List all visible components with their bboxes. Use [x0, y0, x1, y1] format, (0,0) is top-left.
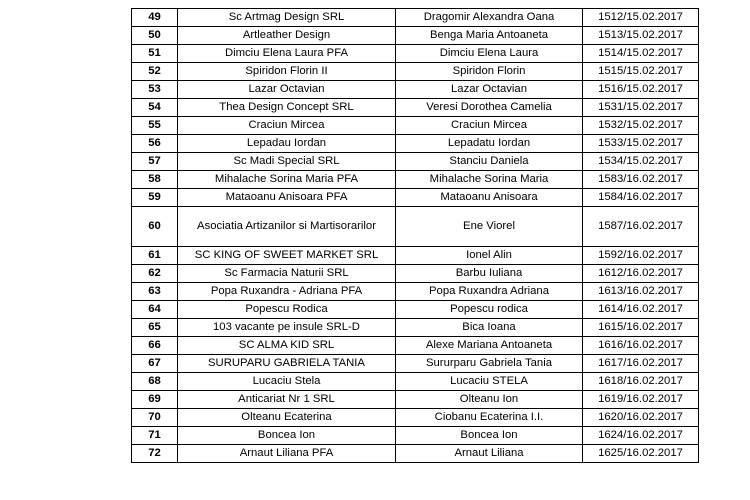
row-person: Bica Ioana: [396, 319, 583, 337]
row-person: Veresi Dorothea Camelia: [396, 99, 583, 117]
row-company: Sc Artmag Design SRL: [178, 9, 396, 27]
row-registration: 1587/16.02.2017: [583, 207, 699, 247]
row-company: Mataoanu Anisoara PFA: [178, 189, 396, 207]
table-row: [132, 45, 699, 63]
row-person: Benga Maria Antoaneta: [396, 27, 583, 45]
table-row: [132, 207, 699, 247]
row-registration: 1513/15.02.2017: [583, 27, 699, 45]
row-company: 103 vacante pe insule SRL-D: [178, 319, 396, 337]
row-company: Artleather Design: [178, 27, 396, 45]
row-registration: 1617/16.02.2017: [583, 355, 699, 373]
row-person: Mihalache Sorina Maria: [396, 171, 583, 189]
row-company: Mihalache Sorina Maria PFA: [178, 171, 396, 189]
row-registration: 1625/16.02.2017: [583, 445, 699, 463]
row-registration: 1583/16.02.2017: [583, 171, 699, 189]
row-number: 64: [132, 301, 178, 319]
row-company: Arnaut Liliana PFA: [178, 445, 396, 463]
table-row: [132, 319, 699, 337]
row-person: Arnaut Liliana: [396, 445, 583, 463]
table-row: [132, 189, 699, 207]
row-registration: 1618/16.02.2017: [583, 373, 699, 391]
table-row: [132, 153, 699, 171]
row-company: Sc Farmacia Naturii SRL: [178, 265, 396, 283]
row-registration: 1514/15.02.2017: [583, 45, 699, 63]
row-number: 58: [132, 171, 178, 189]
table-row: [132, 135, 699, 153]
row-person: Lepadatu Iordan: [396, 135, 583, 153]
row-number: 51: [132, 45, 178, 63]
row-registration: 1613/16.02.2017: [583, 283, 699, 301]
row-registration: 1532/15.02.2017: [583, 117, 699, 135]
row-company: Craciun Mircea: [178, 117, 396, 135]
table-row: [132, 247, 699, 265]
row-number: 70: [132, 409, 178, 427]
row-person: Popa Ruxandra Adriana: [396, 283, 583, 301]
row-number: 60: [132, 207, 178, 247]
table-row: [132, 391, 699, 409]
row-registration: 1533/15.02.2017: [583, 135, 699, 153]
row-number: 72: [132, 445, 178, 463]
row-person: Barbu Iuliana: [396, 265, 583, 283]
row-person: Alexe Mariana Antoaneta: [396, 337, 583, 355]
row-number: 56: [132, 135, 178, 153]
row-company: SC KING OF SWEET MARKET SRL: [178, 247, 396, 265]
row-company: Olteanu Ecaterina: [178, 409, 396, 427]
row-number: 66: [132, 337, 178, 355]
row-person: Ene Viorel: [396, 207, 583, 247]
row-registration: 1624/16.02.2017: [583, 427, 699, 445]
row-registration: 1620/16.02.2017: [583, 409, 699, 427]
table-row: [132, 117, 699, 135]
row-number: 52: [132, 63, 178, 81]
row-number: 59: [132, 189, 178, 207]
table-row: [132, 171, 699, 189]
row-number: 71: [132, 427, 178, 445]
row-company: Anticariat Nr 1 SRL: [178, 391, 396, 409]
row-number: 54: [132, 99, 178, 117]
row-registration: 1515/15.02.2017: [583, 63, 699, 81]
row-company: SC ALMA KID SRL: [178, 337, 396, 355]
row-number: 50: [132, 27, 178, 45]
row-number: 57: [132, 153, 178, 171]
row-company: Lucaciu Stela: [178, 373, 396, 391]
row-number: 68: [132, 373, 178, 391]
row-company: Popa Ruxandra - Adriana PFA: [178, 283, 396, 301]
row-company: Asociatia Artizanilor si Martisorarilor: [178, 207, 396, 247]
registry-table-container: [131, 8, 698, 463]
row-number: 53: [132, 81, 178, 99]
row-person: Olteanu Ion: [396, 391, 583, 409]
row-registration: 1612/16.02.2017: [583, 265, 699, 283]
row-number: 67: [132, 355, 178, 373]
table-row: [132, 301, 699, 319]
table-row: [132, 409, 699, 427]
row-number: 65: [132, 319, 178, 337]
table-row: [132, 427, 699, 445]
table-row: [132, 9, 699, 27]
row-registration: 1512/15.02.2017: [583, 9, 699, 27]
row-registration: 1619/16.02.2017: [583, 391, 699, 409]
row-person: Sururparu Gabriela Tania: [396, 355, 583, 373]
row-company: Spiridon Florin II: [178, 63, 396, 81]
row-person: Dimciu Elena Laura: [396, 45, 583, 63]
row-number: 63: [132, 283, 178, 301]
row-person: Ionel Alin: [396, 247, 583, 265]
row-number: 55: [132, 117, 178, 135]
table-row: [132, 63, 699, 81]
row-number: 62: [132, 265, 178, 283]
row-company: Dimciu Elena Laura PFA: [178, 45, 396, 63]
table-row: [132, 337, 699, 355]
row-company: Popescu Rodica: [178, 301, 396, 319]
row-registration: 1516/15.02.2017: [583, 81, 699, 99]
table-row: [132, 445, 699, 463]
row-registration: 1531/15.02.2017: [583, 99, 699, 117]
row-company: Lepadau Iordan: [178, 135, 396, 153]
table-row: [132, 283, 699, 301]
row-registration: 1592/16.02.2017: [583, 247, 699, 265]
row-person: Ciobanu Ecaterina I.I.: [396, 409, 583, 427]
row-person: Boncea Ion: [396, 427, 583, 445]
row-company: Sc Madi Special SRL: [178, 153, 396, 171]
table-row: [132, 355, 699, 373]
row-registration: 1584/16.02.2017: [583, 189, 699, 207]
row-number: 61: [132, 247, 178, 265]
table-row: [132, 27, 699, 45]
row-person: Craciun Mircea: [396, 117, 583, 135]
row-person: Mataoanu Anisoara: [396, 189, 583, 207]
row-person: Popescu rodica: [396, 301, 583, 319]
table-row: [132, 373, 699, 391]
row-person: Lazar Octavian: [396, 81, 583, 99]
row-registration: 1534/15.02.2017: [583, 153, 699, 171]
row-company: Thea Design Concept SRL: [178, 99, 396, 117]
registry-table: [131, 8, 699, 463]
row-number: 49: [132, 9, 178, 27]
row-person: Lucaciu STELA: [396, 373, 583, 391]
row-number: 69: [132, 391, 178, 409]
registry-table-body: [132, 9, 699, 463]
row-company: Lazar Octavian: [178, 81, 396, 99]
row-company: SURUPARU GABRIELA TANIA: [178, 355, 396, 373]
row-registration: 1616/16.02.2017: [583, 337, 699, 355]
row-person: Spiridon Florin: [396, 63, 583, 81]
row-registration: 1614/16.02.2017: [583, 301, 699, 319]
row-person: Stanciu Daniela: [396, 153, 583, 171]
table-row: [132, 265, 699, 283]
row-registration: 1615/16.02.2017: [583, 319, 699, 337]
table-row: [132, 99, 699, 117]
table-row: [132, 81, 699, 99]
row-person: Dragomir Alexandra Oana: [396, 9, 583, 27]
row-company: Boncea Ion: [178, 427, 396, 445]
